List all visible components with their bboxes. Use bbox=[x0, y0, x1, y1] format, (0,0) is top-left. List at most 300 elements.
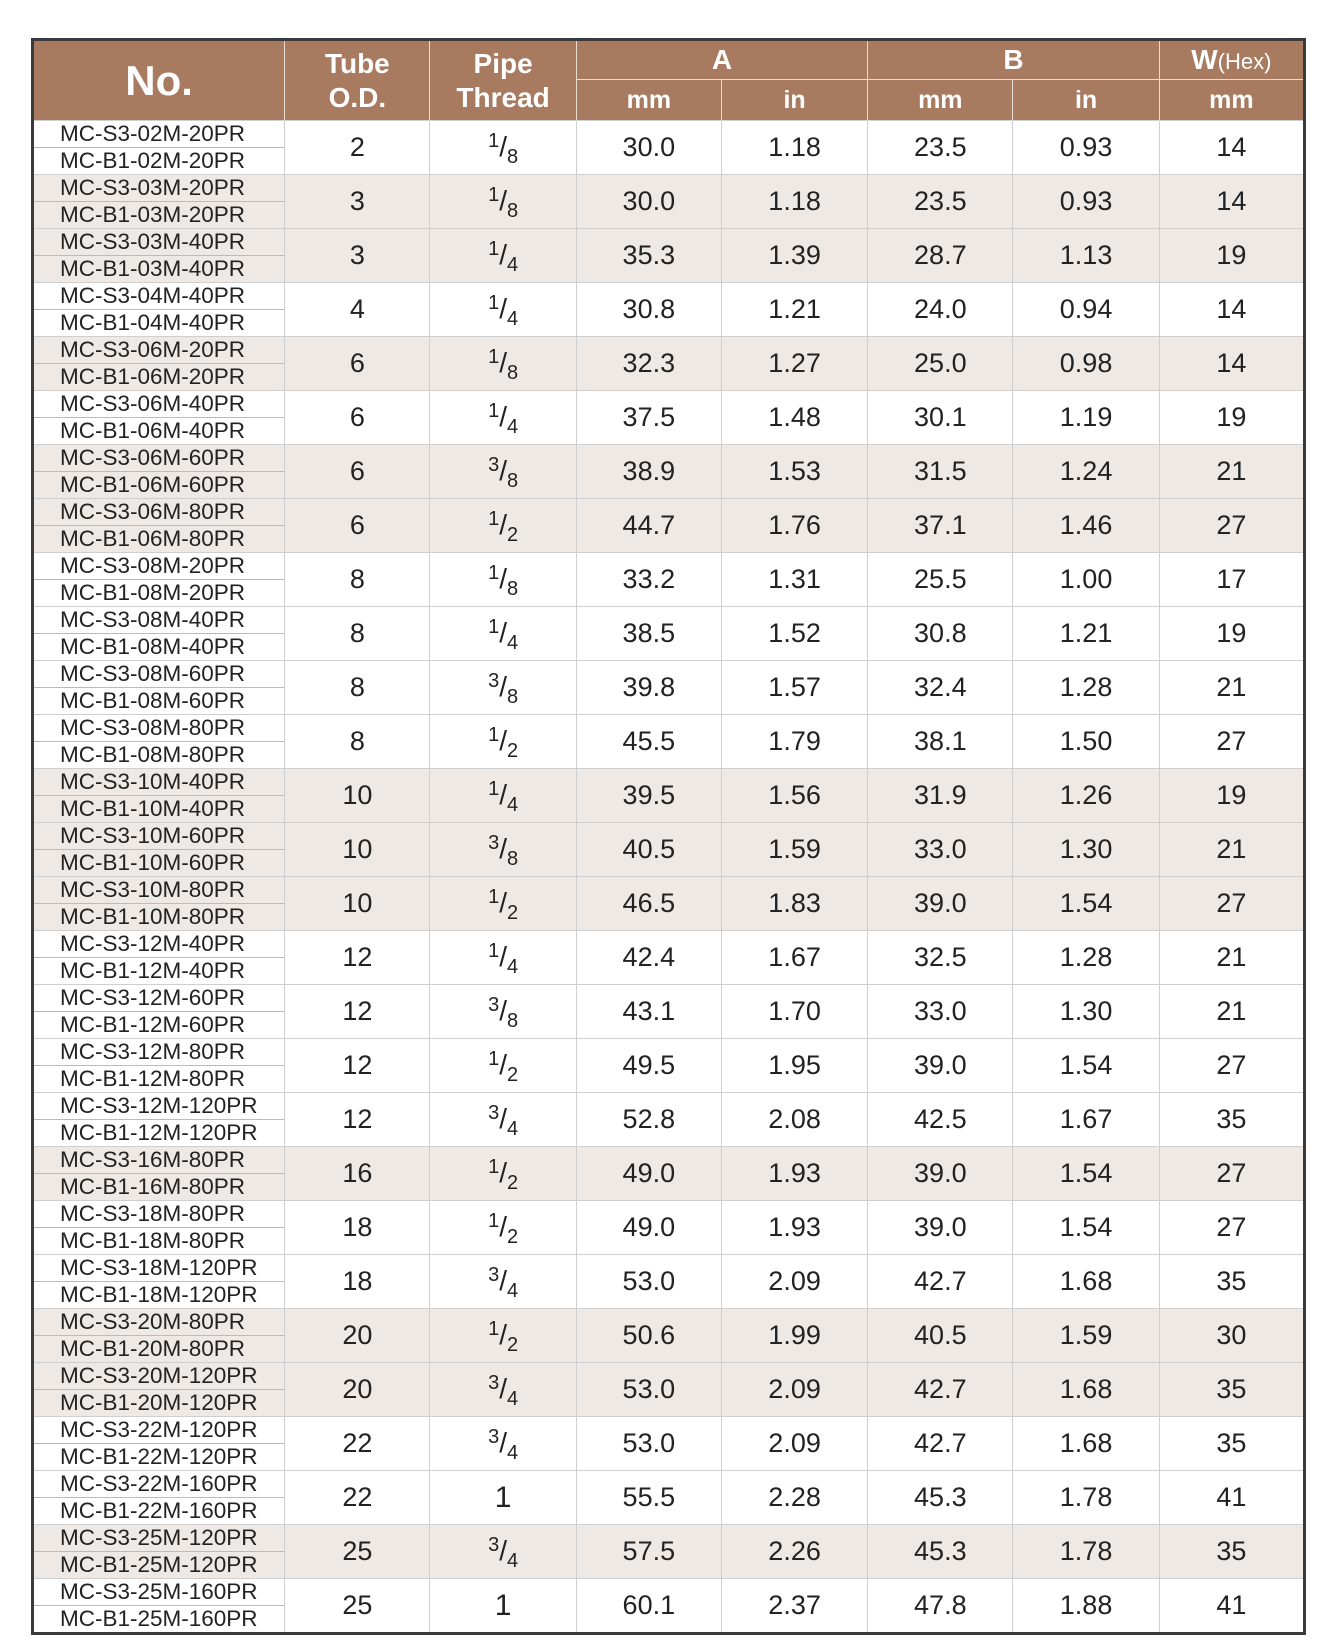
b-in-cell: 0.93 bbox=[1013, 175, 1159, 229]
tube-od-cell: 20 bbox=[285, 1309, 430, 1363]
a-in-cell: 1.53 bbox=[721, 445, 867, 499]
header-w bbox=[1159, 40, 1304, 80]
thread-numerator: 1 bbox=[488, 508, 500, 530]
b-mm-cell: 24.0 bbox=[868, 283, 1013, 337]
thread-numerator: 1 bbox=[488, 1318, 500, 1340]
header-tube-od bbox=[285, 40, 430, 121]
pipe-thread-fraction bbox=[488, 670, 519, 708]
part-number-cell bbox=[33, 391, 285, 445]
a-mm-cell: 32.3 bbox=[576, 337, 721, 391]
part-number-b1: MC-B1-10M-80PR bbox=[34, 903, 284, 930]
w-hex-mm-cell: 21 bbox=[1159, 823, 1304, 877]
part-number-cell bbox=[33, 607, 285, 661]
table-row bbox=[33, 1471, 1305, 1525]
a-in-cell: 2.09 bbox=[721, 1417, 867, 1471]
thread-denominator: 2 bbox=[506, 524, 519, 546]
fraction-slash: / bbox=[499, 509, 507, 540]
part-number-cell bbox=[33, 445, 285, 499]
part-number-cell bbox=[33, 1255, 285, 1309]
pipe-thread-value: 1 bbox=[494, 1588, 512, 1622]
pipe-thread-cell bbox=[430, 1093, 576, 1147]
part-number-b1: MC-B1-18M-120PR bbox=[34, 1281, 284, 1308]
pipe-thread-cell bbox=[430, 607, 576, 661]
part-number-b1: MC-B1-08M-20PR bbox=[34, 579, 284, 606]
fraction-slash: / bbox=[499, 887, 507, 918]
pipe-thread-fraction bbox=[488, 184, 519, 222]
part-number-b1: MC-B1-08M-80PR bbox=[34, 741, 284, 768]
thread-denominator: 4 bbox=[506, 416, 519, 438]
a-in-cell: 2.28 bbox=[721, 1471, 867, 1525]
part-number-s3: MC-S3-10M-40PR bbox=[60, 769, 246, 794]
part-number-b1: MC-B1-06M-20PR bbox=[34, 363, 284, 390]
a-in-cell: 1.99 bbox=[721, 1309, 867, 1363]
b-mm-cell: 39.0 bbox=[868, 1147, 1013, 1201]
part-number-cell bbox=[33, 337, 285, 391]
tube-od-cell: 8 bbox=[285, 553, 430, 607]
tube-od-cell: 12 bbox=[285, 1093, 430, 1147]
tube-od-cell: 6 bbox=[285, 337, 430, 391]
a-in-cell: 2.26 bbox=[721, 1525, 867, 1579]
a-mm-cell: 53.0 bbox=[576, 1417, 721, 1471]
pipe-thread-cell bbox=[430, 985, 576, 1039]
a-mm-cell: 40.5 bbox=[576, 823, 721, 877]
thread-numerator: 3 bbox=[488, 1102, 500, 1124]
pipe-thread-cell bbox=[430, 283, 576, 337]
pipe-thread-fraction bbox=[488, 778, 519, 816]
thread-numerator: 1 bbox=[488, 292, 500, 314]
b-in-cell: 1.28 bbox=[1013, 661, 1159, 715]
b-mm-cell: 25.5 bbox=[868, 553, 1013, 607]
w-hex-mm-cell: 14 bbox=[1159, 337, 1304, 391]
pipe-thread-fraction bbox=[488, 1426, 519, 1464]
fraction-slash: / bbox=[499, 1157, 507, 1188]
part-number-b1: MC-B1-06M-40PR bbox=[34, 417, 284, 444]
pipe-thread-cell bbox=[430, 1471, 576, 1525]
table-row bbox=[33, 985, 1305, 1039]
part-number-cell bbox=[33, 1579, 285, 1634]
pipe-thread-cell bbox=[430, 1255, 576, 1309]
header-w-mm: mm bbox=[1159, 80, 1304, 121]
part-number-s3: MC-S3-06M-20PR bbox=[60, 337, 246, 362]
a-in-cell: 1.76 bbox=[721, 499, 867, 553]
pipe-thread-cell bbox=[430, 661, 576, 715]
pipe-thread-cell bbox=[430, 877, 576, 931]
pipe-thread-cell bbox=[430, 715, 576, 769]
table-body bbox=[33, 121, 1305, 1634]
w-hex-mm-cell: 27 bbox=[1159, 1039, 1304, 1093]
table-row bbox=[33, 877, 1305, 931]
pipe-thread-fraction bbox=[488, 1318, 519, 1356]
pipe-thread-cell bbox=[430, 1201, 576, 1255]
tube-od-cell: 6 bbox=[285, 391, 430, 445]
part-number-s3: MC-S3-10M-80PR bbox=[60, 877, 246, 902]
tube-od-cell: 22 bbox=[285, 1471, 430, 1525]
a-mm-cell: 30.8 bbox=[576, 283, 721, 337]
thread-denominator: 2 bbox=[506, 1334, 519, 1356]
b-in-cell: 1.54 bbox=[1013, 877, 1159, 931]
thread-numerator: 3 bbox=[488, 1372, 500, 1394]
a-mm-cell: 30.0 bbox=[576, 175, 721, 229]
pipe-thread-cell bbox=[430, 1579, 576, 1634]
thread-numerator: 3 bbox=[488, 832, 500, 854]
w-hex-mm-cell: 27 bbox=[1159, 499, 1304, 553]
thread-numerator: 1 bbox=[488, 616, 500, 638]
b-mm-cell: 39.0 bbox=[868, 877, 1013, 931]
b-mm-cell: 28.7 bbox=[868, 229, 1013, 283]
fraction-slash: / bbox=[499, 239, 507, 270]
w-hex-mm-cell: 35 bbox=[1159, 1417, 1304, 1471]
tube-od-cell: 12 bbox=[285, 985, 430, 1039]
b-mm-cell: 32.4 bbox=[868, 661, 1013, 715]
w-hex-mm-cell: 21 bbox=[1159, 661, 1304, 715]
part-number-cell bbox=[33, 1201, 285, 1255]
fraction-slash: / bbox=[499, 1373, 507, 1404]
part-number-cell bbox=[33, 229, 285, 283]
a-in-cell: 1.57 bbox=[721, 661, 867, 715]
table-row bbox=[33, 661, 1305, 715]
table-row bbox=[33, 607, 1305, 661]
part-number-b1: MC-B1-12M-120PR bbox=[34, 1119, 284, 1146]
pipe-thread-fraction bbox=[488, 886, 519, 924]
thread-denominator: 2 bbox=[506, 902, 519, 924]
fraction-slash: / bbox=[499, 185, 507, 216]
part-number-cell bbox=[33, 121, 285, 175]
a-in-cell: 2.09 bbox=[721, 1363, 867, 1417]
tube-od-cell: 6 bbox=[285, 499, 430, 553]
thread-numerator: 3 bbox=[488, 1534, 500, 1556]
fraction-slash: / bbox=[499, 347, 507, 378]
w-hex-mm-cell: 19 bbox=[1159, 391, 1304, 445]
a-mm-cell: 43.1 bbox=[576, 985, 721, 1039]
part-number-cell bbox=[33, 1039, 285, 1093]
tube-od-cell: 18 bbox=[285, 1201, 430, 1255]
table-row bbox=[33, 931, 1305, 985]
header-w-sub: (Hex) bbox=[1217, 49, 1272, 74]
part-number-s3: MC-S3-25M-160PR bbox=[60, 1579, 258, 1604]
pipe-thread-fraction bbox=[488, 346, 519, 384]
part-number-b1: MC-B1-06M-80PR bbox=[34, 525, 284, 552]
part-number-cell bbox=[33, 769, 285, 823]
thread-denominator: 8 bbox=[506, 470, 519, 492]
b-in-cell: 1.54 bbox=[1013, 1039, 1159, 1093]
thread-denominator: 2 bbox=[506, 1172, 519, 1194]
part-number-cell bbox=[33, 823, 285, 877]
pipe-thread-value: 1 bbox=[494, 1480, 512, 1514]
pipe-thread-cell bbox=[430, 229, 576, 283]
thread-numerator: 1 bbox=[488, 886, 500, 908]
pipe-thread-cell bbox=[430, 1525, 576, 1579]
thread-denominator: 8 bbox=[506, 146, 519, 168]
thread-numerator: 1 bbox=[488, 562, 500, 584]
part-number-s3: MC-S3-12M-120PR bbox=[60, 1093, 258, 1118]
b-mm-cell: 47.8 bbox=[868, 1579, 1013, 1634]
b-mm-cell: 33.0 bbox=[868, 985, 1013, 1039]
part-number-b1: MC-B1-25M-120PR bbox=[34, 1551, 284, 1578]
fraction-slash: / bbox=[499, 617, 507, 648]
b-mm-cell: 42.7 bbox=[868, 1417, 1013, 1471]
part-number-b1: MC-B1-03M-20PR bbox=[34, 201, 284, 228]
part-number-b1: MC-B1-22M-160PR bbox=[34, 1497, 284, 1524]
b-mm-cell: 23.5 bbox=[868, 175, 1013, 229]
a-in-cell: 1.27 bbox=[721, 337, 867, 391]
b-in-cell: 1.68 bbox=[1013, 1363, 1159, 1417]
pipe-thread-cell bbox=[430, 1147, 576, 1201]
table-row bbox=[33, 229, 1305, 283]
fraction-slash: / bbox=[499, 1211, 507, 1242]
tube-od-cell: 8 bbox=[285, 661, 430, 715]
b-mm-cell: 42.7 bbox=[868, 1255, 1013, 1309]
header-tube-od-line2: O.D. bbox=[328, 81, 387, 113]
b-mm-cell: 39.0 bbox=[868, 1201, 1013, 1255]
w-hex-mm-cell: 35 bbox=[1159, 1093, 1304, 1147]
tube-od-cell: 12 bbox=[285, 931, 430, 985]
part-number-s3: MC-S3-12M-80PR bbox=[60, 1039, 246, 1064]
b-in-cell: 1.24 bbox=[1013, 445, 1159, 499]
b-mm-cell: 42.5 bbox=[868, 1093, 1013, 1147]
a-mm-cell: 38.5 bbox=[576, 607, 721, 661]
thread-denominator: 4 bbox=[506, 1550, 519, 1572]
tube-od-cell: 10 bbox=[285, 823, 430, 877]
a-mm-cell: 33.2 bbox=[576, 553, 721, 607]
part-number-b1: MC-B1-02M-20PR bbox=[34, 147, 284, 174]
fraction-slash: / bbox=[499, 995, 507, 1026]
a-in-cell: 1.70 bbox=[721, 985, 867, 1039]
b-mm-cell: 30.1 bbox=[868, 391, 1013, 445]
tube-od-cell: 12 bbox=[285, 1039, 430, 1093]
tube-od-cell: 8 bbox=[285, 607, 430, 661]
pipe-thread-cell bbox=[430, 769, 576, 823]
pipe-thread-cell bbox=[430, 1309, 576, 1363]
b-in-cell: 1.78 bbox=[1013, 1471, 1159, 1525]
tube-od-cell: 8 bbox=[285, 715, 430, 769]
pipe-thread-fraction bbox=[488, 238, 519, 276]
pipe-thread-cell bbox=[430, 1363, 576, 1417]
a-mm-cell: 49.0 bbox=[576, 1147, 721, 1201]
tube-od-cell: 25 bbox=[285, 1525, 430, 1579]
w-hex-mm-cell: 35 bbox=[1159, 1525, 1304, 1579]
pipe-thread-cell bbox=[430, 391, 576, 445]
w-hex-mm-cell: 27 bbox=[1159, 1147, 1304, 1201]
part-number-cell bbox=[33, 1309, 285, 1363]
thread-numerator: 1 bbox=[488, 1048, 500, 1070]
thread-numerator: 1 bbox=[488, 346, 500, 368]
part-number-s3: MC-S3-08M-40PR bbox=[60, 607, 246, 632]
part-number-s3: MC-S3-06M-40PR bbox=[60, 391, 246, 416]
tube-od-cell: 20 bbox=[285, 1363, 430, 1417]
thread-denominator: 8 bbox=[506, 578, 519, 600]
a-in-cell: 2.09 bbox=[721, 1255, 867, 1309]
header-b-mm: mm bbox=[868, 80, 1013, 121]
fraction-slash: / bbox=[499, 1535, 507, 1566]
part-number-b1: MC-B1-08M-40PR bbox=[34, 633, 284, 660]
part-number-s3: MC-S3-22M-120PR bbox=[60, 1417, 258, 1442]
part-number-s3: MC-S3-18M-120PR bbox=[60, 1255, 258, 1280]
pipe-thread-fraction bbox=[488, 994, 519, 1032]
thread-numerator: 3 bbox=[488, 1264, 500, 1286]
fraction-slash: / bbox=[499, 401, 507, 432]
thread-denominator: 2 bbox=[506, 1064, 519, 1086]
w-hex-mm-cell: 19 bbox=[1159, 769, 1304, 823]
b-in-cell: 1.54 bbox=[1013, 1201, 1159, 1255]
header-a-mm: mm bbox=[576, 80, 721, 121]
part-number-b1: MC-B1-08M-60PR bbox=[34, 687, 284, 714]
a-in-cell: 2.37 bbox=[721, 1579, 867, 1634]
thread-denominator: 4 bbox=[506, 632, 519, 654]
thread-numerator: 1 bbox=[488, 238, 500, 260]
part-number-b1: MC-B1-04M-40PR bbox=[34, 309, 284, 336]
part-number-cell bbox=[33, 1471, 285, 1525]
pipe-thread-cell bbox=[430, 121, 576, 175]
pipe-thread-fraction bbox=[488, 292, 519, 330]
table-row bbox=[33, 391, 1305, 445]
fraction-slash: / bbox=[499, 455, 507, 486]
thread-denominator: 4 bbox=[506, 308, 519, 330]
b-in-cell: 0.98 bbox=[1013, 337, 1159, 391]
w-hex-mm-cell: 35 bbox=[1159, 1255, 1304, 1309]
table-row bbox=[33, 1147, 1305, 1201]
w-hex-mm-cell: 41 bbox=[1159, 1471, 1304, 1525]
thread-denominator: 8 bbox=[506, 848, 519, 870]
part-number-b1: MC-B1-20M-80PR bbox=[34, 1335, 284, 1362]
b-in-cell: 1.19 bbox=[1013, 391, 1159, 445]
part-number-s3: MC-S3-08M-20PR bbox=[60, 553, 246, 578]
b-in-cell: 1.13 bbox=[1013, 229, 1159, 283]
b-mm-cell: 40.5 bbox=[868, 1309, 1013, 1363]
header-a-in: in bbox=[721, 80, 867, 121]
header-tube-od-line1: Tube bbox=[324, 47, 390, 79]
fraction-slash: / bbox=[499, 1265, 507, 1296]
b-in-cell: 0.93 bbox=[1013, 121, 1159, 175]
thread-numerator: 1 bbox=[488, 940, 500, 962]
thread-denominator: 8 bbox=[506, 362, 519, 384]
a-mm-cell: 45.5 bbox=[576, 715, 721, 769]
fraction-slash: / bbox=[499, 941, 507, 972]
header-a: A bbox=[576, 40, 867, 80]
part-number-s3: MC-S3-25M-120PR bbox=[60, 1525, 258, 1550]
pipe-thread-fraction bbox=[488, 832, 519, 870]
b-mm-cell: 39.0 bbox=[868, 1039, 1013, 1093]
tube-od-cell: 22 bbox=[285, 1417, 430, 1471]
b-in-cell: 1.26 bbox=[1013, 769, 1159, 823]
part-number-b1: MC-B1-10M-40PR bbox=[34, 795, 284, 822]
pipe-thread-fraction bbox=[488, 562, 519, 600]
header-w-main: W bbox=[1191, 44, 1218, 75]
part-number-s3: MC-S3-04M-40PR bbox=[60, 283, 246, 308]
w-hex-mm-cell: 21 bbox=[1159, 445, 1304, 499]
part-number-b1: MC-B1-12M-80PR bbox=[34, 1065, 284, 1092]
thread-denominator: 8 bbox=[506, 1010, 519, 1032]
part-number-s3: MC-S3-02M-20PR bbox=[60, 121, 246, 146]
part-number-cell bbox=[33, 1147, 285, 1201]
part-number-b1: MC-B1-22M-120PR bbox=[34, 1443, 284, 1470]
fraction-slash: / bbox=[499, 563, 507, 594]
fraction-slash: / bbox=[499, 1319, 507, 1350]
table-row bbox=[33, 445, 1305, 499]
a-in-cell: 1.18 bbox=[721, 175, 867, 229]
pipe-thread-fraction bbox=[488, 1534, 519, 1572]
part-number-s3: MC-S3-20M-80PR bbox=[60, 1309, 246, 1334]
tube-od-cell: 10 bbox=[285, 877, 430, 931]
a-mm-cell: 55.5 bbox=[576, 1471, 721, 1525]
pipe-thread-fraction bbox=[488, 940, 519, 978]
fraction-slash: / bbox=[499, 725, 507, 756]
w-hex-mm-cell: 30 bbox=[1159, 1309, 1304, 1363]
b-in-cell: 1.46 bbox=[1013, 499, 1159, 553]
table-row bbox=[33, 769, 1305, 823]
w-hex-mm-cell: 27 bbox=[1159, 715, 1304, 769]
part-number-cell bbox=[33, 877, 285, 931]
b-in-cell: 1.21 bbox=[1013, 607, 1159, 661]
pipe-thread-fraction bbox=[488, 1102, 519, 1140]
pipe-thread-cell bbox=[430, 445, 576, 499]
tube-od-cell: 18 bbox=[285, 1255, 430, 1309]
table-row bbox=[33, 1525, 1305, 1579]
part-number-b1: MC-B1-20M-120PR bbox=[34, 1389, 284, 1416]
table-row bbox=[33, 553, 1305, 607]
a-mm-cell: 49.0 bbox=[576, 1201, 721, 1255]
table-row bbox=[33, 715, 1305, 769]
a-mm-cell: 50.6 bbox=[576, 1309, 721, 1363]
part-number-s3: MC-S3-08M-60PR bbox=[60, 661, 246, 686]
tube-od-cell: 16 bbox=[285, 1147, 430, 1201]
part-number-s3: MC-S3-03M-20PR bbox=[60, 175, 246, 200]
part-number-s3: MC-S3-08M-80PR bbox=[60, 715, 246, 740]
a-in-cell: 2.08 bbox=[721, 1093, 867, 1147]
part-number-s3: MC-S3-18M-80PR bbox=[60, 1201, 246, 1226]
w-hex-mm-cell: 41 bbox=[1159, 1579, 1304, 1634]
table-row bbox=[33, 823, 1305, 877]
a-mm-cell: 60.1 bbox=[576, 1579, 721, 1634]
part-number-cell bbox=[33, 553, 285, 607]
pipe-thread-fraction bbox=[488, 616, 519, 654]
table-row bbox=[33, 499, 1305, 553]
tube-od-cell: 25 bbox=[285, 1579, 430, 1634]
a-in-cell: 1.59 bbox=[721, 823, 867, 877]
fraction-slash: / bbox=[499, 1049, 507, 1080]
a-mm-cell: 53.0 bbox=[576, 1255, 721, 1309]
b-in-cell: 1.30 bbox=[1013, 823, 1159, 877]
thread-denominator: 4 bbox=[506, 794, 519, 816]
a-mm-cell: 39.5 bbox=[576, 769, 721, 823]
tube-od-cell: 4 bbox=[285, 283, 430, 337]
table-row bbox=[33, 1363, 1305, 1417]
a-mm-cell: 38.9 bbox=[576, 445, 721, 499]
b-in-cell: 0.94 bbox=[1013, 283, 1159, 337]
part-number-s3: MC-S3-03M-40PR bbox=[60, 229, 246, 254]
b-in-cell: 1.30 bbox=[1013, 985, 1159, 1039]
fraction-slash: / bbox=[499, 1103, 507, 1134]
b-mm-cell: 25.0 bbox=[868, 337, 1013, 391]
part-number-s3: MC-S3-12M-60PR bbox=[60, 985, 246, 1010]
tube-od-cell: 10 bbox=[285, 769, 430, 823]
pipe-thread-fraction bbox=[488, 1372, 519, 1410]
part-number-cell bbox=[33, 499, 285, 553]
pipe-thread-fraction bbox=[488, 724, 519, 762]
thread-numerator: 1 bbox=[488, 724, 500, 746]
b-in-cell: 1.00 bbox=[1013, 553, 1159, 607]
thread-denominator: 2 bbox=[506, 1226, 519, 1248]
thread-denominator: 2 bbox=[506, 740, 519, 762]
part-number-cell bbox=[33, 931, 285, 985]
fraction-slash: / bbox=[499, 1427, 507, 1458]
thread-numerator: 1 bbox=[488, 184, 500, 206]
a-in-cell: 1.52 bbox=[721, 607, 867, 661]
thread-denominator: 4 bbox=[506, 1118, 519, 1140]
pipe-thread-cell bbox=[430, 499, 576, 553]
b-mm-cell: 33.0 bbox=[868, 823, 1013, 877]
b-mm-cell: 45.3 bbox=[868, 1525, 1013, 1579]
a-mm-cell: 30.0 bbox=[576, 121, 721, 175]
